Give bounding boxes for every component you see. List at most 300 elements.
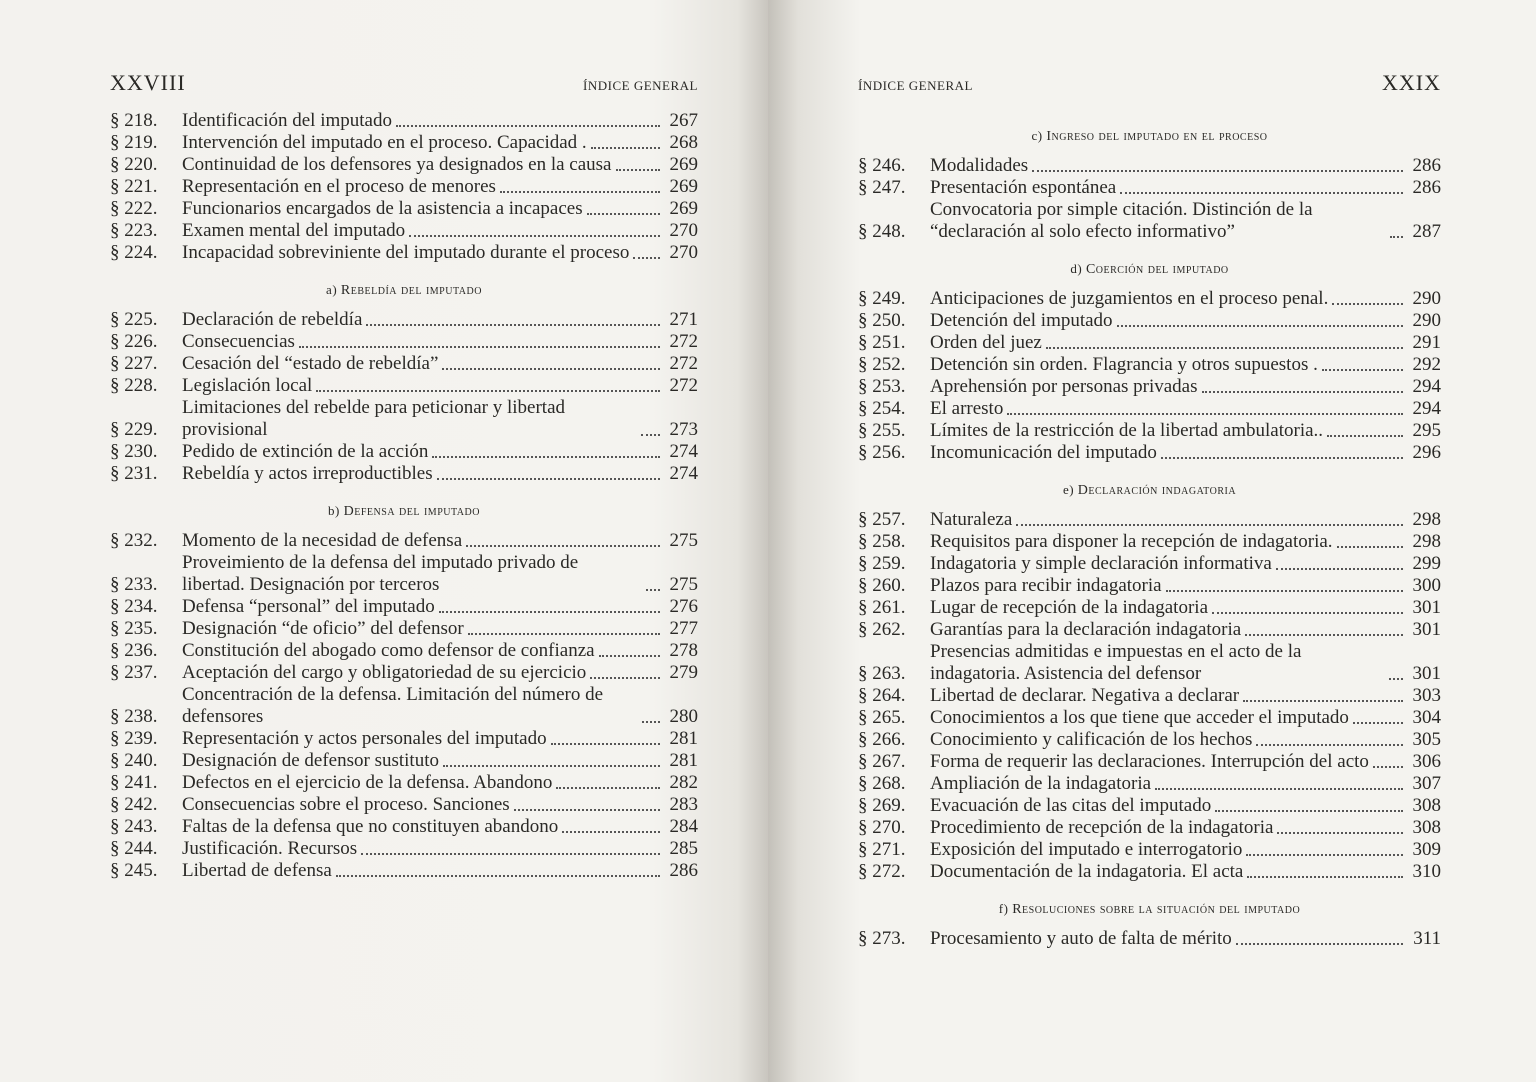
- section-title: Resoluciones sobre la situación del imputado: [1012, 902, 1301, 917]
- entry-number: § 233.: [110, 574, 158, 595]
- section-title: Declaración indagatoria: [1077, 483, 1237, 498]
- entry-page: 286: [1412, 177, 1441, 198]
- dot-leader: [336, 875, 660, 877]
- entry-number: § 229.: [110, 419, 158, 440]
- entry-number: § 220.: [110, 154, 158, 175]
- entry-title: Consecuencias: [182, 331, 295, 352]
- entry-page: 294: [1412, 376, 1441, 397]
- entry-title: Requisitos para disponer la recepción de indagatoria.: [930, 531, 1333, 552]
- right-page: [768, 0, 1536, 1082]
- toc-entry: [110, 375, 698, 397]
- section-heading: [110, 503, 698, 520]
- entry-number: § 237.: [110, 662, 158, 683]
- toc-entry: [110, 552, 698, 596]
- entry-title: Aceptación del cargo y obligatoriedad de su ejercicio: [182, 662, 587, 683]
- entry-number: § 219.: [110, 132, 158, 153]
- entry-number: § 272.: [858, 861, 906, 882]
- dot-leader: [466, 545, 660, 547]
- toc-entry: [858, 420, 1441, 442]
- entry-page: 267: [669, 110, 698, 131]
- toc-entry: [110, 198, 698, 220]
- dot-leader: [1236, 943, 1403, 945]
- entry-page: 301: [1412, 619, 1441, 640]
- section-heading: [858, 128, 1441, 145]
- section-label: b): [328, 503, 340, 518]
- dot-leader: [590, 677, 660, 679]
- dot-leader: [1202, 391, 1403, 393]
- entry-page: 281: [669, 750, 698, 771]
- section-heading: [858, 261, 1441, 278]
- entry-number: § 228.: [110, 375, 158, 396]
- toc-entry: [858, 553, 1441, 575]
- entry-page: 273: [669, 419, 698, 440]
- toc-entry: [110, 132, 698, 154]
- entry-number: § 248.: [858, 221, 906, 242]
- entry-page: 286: [669, 860, 698, 881]
- dot-leader: [1215, 810, 1403, 812]
- toc-entry: [110, 309, 698, 331]
- entry-title: Plazos para recibir indagatoria: [930, 575, 1162, 596]
- toc-entry: [110, 530, 698, 552]
- entry-page: 286: [1412, 155, 1441, 176]
- entry-page: 285: [669, 838, 698, 859]
- entry-number: § 261.: [858, 597, 906, 618]
- dot-leader: [299, 346, 660, 348]
- entry-number: § 232.: [110, 530, 158, 551]
- toc-entry: [110, 441, 698, 463]
- entry-page: 296: [1412, 442, 1441, 463]
- toc-entry: [858, 619, 1441, 641]
- entry-page: 281: [669, 728, 698, 749]
- page-folio: XXIX: [1382, 70, 1441, 95]
- section-label: c): [1031, 128, 1043, 143]
- entry-number: § 218.: [110, 110, 158, 131]
- entry-title: Anticipaciones de juzgamientos en el proceso penal.: [930, 288, 1329, 309]
- entry-page: 295: [1412, 420, 1441, 441]
- entry-title: Momento de la necesidad de defensa: [182, 530, 463, 551]
- toc-entry: [858, 376, 1441, 398]
- entry-title: Ampliación de la indagatoria: [930, 773, 1152, 794]
- toc-entry: [858, 928, 1441, 950]
- dot-leader: [1353, 722, 1403, 724]
- entry-title: Convocatoria por simple citación. Distinción de la “declaración al solo efecto informativo”: [930, 199, 1313, 242]
- entry-page: 271: [669, 309, 698, 330]
- entry-title: Defensa “personal” del imputado: [182, 596, 435, 617]
- entry-title: Incomunicación del imputado: [930, 442, 1157, 463]
- entry-page: 290: [1412, 288, 1441, 309]
- dot-leader: [646, 589, 660, 591]
- entry-page: 291: [1412, 332, 1441, 353]
- dot-leader: [500, 191, 660, 193]
- entry-title: Rebeldía y actos irreproductibles: [182, 463, 433, 484]
- toc-entry: [110, 772, 698, 794]
- entry-page: 306: [1412, 751, 1441, 772]
- entry-number: § 253.: [858, 376, 906, 397]
- dot-leader: [1166, 590, 1403, 592]
- toc-entry: [858, 310, 1441, 332]
- entry-page: 303: [1412, 685, 1441, 706]
- dot-leader: [1276, 568, 1403, 570]
- entry-title: Conocimientos a los que tiene que acceder el imputado: [930, 707, 1349, 728]
- section-label: a): [326, 282, 338, 297]
- entry-title: Detención sin orden. Flagrancia y otros supuestos .: [930, 354, 1318, 375]
- entry-title: Procedimiento de recepción de la indagatoria: [930, 817, 1274, 838]
- toc-entry: [858, 509, 1441, 531]
- toc-entry: [858, 398, 1441, 420]
- entry-title: Modalidades: [930, 155, 1029, 176]
- entry-title: Presencias admitidas e impuestas en el acto de la indagatoria. Asistencia del defensor: [930, 641, 1302, 684]
- dot-leader: [443, 765, 660, 767]
- entry-title: Orden del juez: [930, 332, 1042, 353]
- dot-leader: [551, 743, 660, 745]
- entry-number: § 257.: [858, 509, 906, 530]
- entry-page: 311: [1413, 928, 1441, 949]
- entry-title: Intervención del imputado en el proceso. Capacidad .: [182, 132, 587, 153]
- dot-leader: [1247, 876, 1403, 878]
- dot-leader: [1155, 788, 1403, 790]
- entry-title: Identificación del imputado: [182, 110, 392, 131]
- entry-number: § 254.: [858, 398, 906, 419]
- toc-entry: [858, 442, 1441, 464]
- entry-number: § 244.: [110, 838, 158, 859]
- entry-number: § 247.: [858, 177, 906, 198]
- toc-entry: [110, 794, 698, 816]
- toc-entry: [858, 332, 1441, 354]
- dot-leader: [1389, 678, 1403, 680]
- toc-entry: [110, 728, 698, 750]
- entry-page: 301: [1412, 597, 1441, 618]
- toc-entry: [858, 773, 1441, 795]
- dot-leader: [1046, 347, 1403, 349]
- entry-number: § 271.: [858, 839, 906, 860]
- toc-entry: [110, 397, 698, 441]
- entry-title: Continuidad de los defensores ya designados en la causa: [182, 154, 612, 175]
- section-title: Rebeldía del imputado: [340, 283, 482, 298]
- entry-title: Conocimiento y calificación de los hechos: [930, 729, 1253, 750]
- entry-title: Designación “de oficio” del defensor: [182, 618, 464, 639]
- toc-entry: [858, 575, 1441, 597]
- dot-leader: [361, 853, 660, 855]
- entry-number: § 245.: [110, 860, 158, 881]
- entry-number: § 263.: [858, 663, 906, 684]
- dot-leader: [432, 456, 660, 458]
- toc-entry: [110, 618, 698, 640]
- entry-number: § 239.: [110, 728, 158, 749]
- entry-title: Libertad de defensa: [182, 860, 332, 881]
- entry-page: 283: [669, 794, 698, 815]
- entry-page: 300: [1412, 575, 1441, 596]
- entry-title: Garantías para la declaración indagatoria: [930, 619, 1242, 640]
- dot-leader: [562, 831, 660, 833]
- dot-leader: [514, 809, 660, 811]
- entry-page: 269: [669, 198, 698, 219]
- toc-entry: [110, 596, 698, 618]
- entry-number: § 234.: [110, 596, 158, 617]
- toc-entry: [858, 839, 1441, 861]
- entry-number: § 258.: [858, 531, 906, 552]
- toc-entry: [858, 199, 1441, 243]
- dot-leader: [1212, 612, 1403, 614]
- entry-title: Legislación local: [182, 375, 313, 396]
- dot-leader: [1117, 325, 1403, 327]
- entry-title: Declaración de rebeldía: [182, 309, 363, 330]
- dot-leader: [1032, 170, 1403, 172]
- entry-title: Consecuencias sobre el proceso. Sanciones: [182, 794, 510, 815]
- toc-entry: [858, 685, 1441, 707]
- dot-leader: [642, 721, 660, 723]
- entry-number: § 270.: [858, 817, 906, 838]
- entry-number: § 230.: [110, 441, 158, 462]
- toc-entry: [858, 861, 1441, 883]
- entry-page: 305: [1412, 729, 1441, 750]
- entry-title: Evacuación de las citas del imputado: [930, 795, 1212, 816]
- page-folio: XXVIII: [110, 70, 186, 95]
- dot-leader: [437, 478, 660, 480]
- dot-leader: [641, 434, 660, 436]
- entry-page: 299: [1412, 553, 1441, 574]
- dot-leader: [1007, 413, 1403, 415]
- entry-number: § 255.: [858, 420, 906, 441]
- entry-title: Detención del imputado: [930, 310, 1113, 331]
- section-title: Coerción del imputado: [1085, 262, 1229, 277]
- entry-page: 301: [1412, 663, 1441, 684]
- toc-entry: [858, 288, 1441, 310]
- dot-leader: [556, 787, 660, 789]
- entry-page: 310: [1412, 861, 1441, 882]
- dot-leader: [616, 169, 661, 171]
- entry-title: Naturaleza: [930, 509, 1013, 530]
- entry-title: Libertad de declarar. Negativa a declarar: [930, 685, 1240, 706]
- entry-number: § 269.: [858, 795, 906, 816]
- entry-title: El arresto: [930, 398, 1004, 419]
- dot-leader: [1120, 192, 1403, 194]
- entry-page: 307: [1412, 773, 1441, 794]
- entry-page: 308: [1412, 817, 1441, 838]
- running-head: [110, 70, 698, 110]
- section-label: f): [998, 901, 1009, 916]
- entry-page: 308: [1412, 795, 1441, 816]
- entry-number: § 238.: [110, 706, 158, 727]
- entry-page: 284: [669, 816, 698, 837]
- toc-entry: [858, 707, 1441, 729]
- dot-leader: [1243, 700, 1403, 702]
- entry-page: 272: [669, 331, 698, 352]
- running-head: [858, 70, 1441, 110]
- entry-number: § 273.: [858, 928, 906, 949]
- dot-leader: [1337, 546, 1403, 548]
- entry-page: 279: [669, 662, 698, 683]
- dot-leader: [1373, 766, 1403, 768]
- entry-number: § 241.: [110, 772, 158, 793]
- toc-entry: [110, 816, 698, 838]
- entry-number: § 224.: [110, 242, 158, 263]
- entry-number: § 223.: [110, 220, 158, 241]
- toc-entry: [858, 751, 1441, 773]
- running-head-title: ÍNDICE GENERAL: [583, 78, 698, 93]
- entry-number: § 268.: [858, 773, 906, 794]
- entry-page: 272: [669, 375, 698, 396]
- entry-page: 269: [669, 176, 698, 197]
- toc-entry: [110, 750, 698, 772]
- section-label: d): [1070, 261, 1083, 276]
- entry-title: Limitaciones del rebelde para peticionar y libertad provisional: [182, 397, 565, 440]
- entry-number: § 249.: [858, 288, 906, 309]
- entry-number: § 250.: [858, 310, 906, 331]
- entry-title: Constitución del abogado como defensor de confianza: [182, 640, 595, 661]
- entry-title: Documentación de la indagatoria. El acta: [930, 861, 1244, 882]
- entry-page: 292: [1412, 354, 1441, 375]
- entry-number: § 251.: [858, 332, 906, 353]
- entry-title: Concentración de la defensa. Limitación del número de defensores: [182, 684, 604, 727]
- entry-page: 298: [1412, 509, 1441, 530]
- dot-leader: [591, 147, 660, 149]
- toc-entry: [858, 177, 1441, 199]
- toc-entry: [858, 155, 1441, 177]
- dot-leader: [1256, 744, 1403, 746]
- running-head-title: ÍNDICE GENERAL: [858, 78, 973, 93]
- entry-title: Representación y actos personales del imputado: [182, 728, 547, 749]
- dot-leader: [316, 390, 660, 392]
- entry-page: 309: [1412, 839, 1441, 860]
- section-label: e): [1062, 482, 1075, 497]
- entry-number: § 252.: [858, 354, 906, 375]
- entry-title: Representación en el proceso de menores: [182, 176, 496, 197]
- entry-title: Límites de la restricción de la libertad ambulatoria..: [930, 420, 1324, 441]
- entry-title: Pedido de extinción de la acción: [182, 441, 429, 462]
- dot-leader: [1390, 236, 1403, 238]
- entry-title: Indagatoria y simple declaración informativa: [930, 553, 1272, 574]
- toc-entry: [110, 463, 698, 485]
- entry-page: 294: [1412, 398, 1441, 419]
- toc-entry: [110, 353, 698, 375]
- entry-page: 272: [669, 353, 698, 374]
- entry-page: 269: [669, 154, 698, 175]
- toc-entry: [110, 662, 698, 684]
- entry-number: § 267.: [858, 751, 906, 772]
- entry-title: Examen mental del imputado: [182, 220, 406, 241]
- toc-entry: [858, 729, 1441, 751]
- toc-entry: [858, 597, 1441, 619]
- entry-title: Proveimiento de la defensa del imputado privado de libertad. Designación por terceros: [182, 552, 579, 595]
- section-heading: [110, 282, 698, 299]
- dot-leader: [1322, 369, 1403, 371]
- dot-leader: [1327, 435, 1403, 437]
- toc-entry: [110, 220, 698, 242]
- toc-entry: [858, 641, 1441, 685]
- entry-title: Incapacidad sobreviniente del imputado durante el proceso: [182, 242, 630, 263]
- entry-title: Lugar de recepción de la indagatoria: [930, 597, 1208, 618]
- dot-leader: [442, 368, 660, 370]
- entry-page: 287: [1412, 221, 1441, 242]
- dot-leader: [468, 633, 660, 635]
- section-title: Ingreso del imputado en el proceso: [1046, 129, 1268, 144]
- toc-list: [858, 128, 1441, 950]
- entry-number: § 266.: [858, 729, 906, 750]
- dot-leader: [1332, 303, 1403, 305]
- entry-page: 278: [669, 640, 698, 661]
- entry-page: 290: [1412, 310, 1441, 331]
- entry-page: 280: [669, 706, 698, 727]
- entry-number: § 260.: [858, 575, 906, 596]
- entry-page: 275: [669, 530, 698, 551]
- entry-page: 268: [669, 132, 698, 153]
- entry-number: § 265.: [858, 707, 906, 728]
- dot-leader: [1016, 524, 1403, 526]
- toc-entry: [110, 838, 698, 860]
- dot-leader: [599, 655, 660, 657]
- section-heading: [858, 482, 1441, 499]
- toc-list: [110, 110, 698, 882]
- dot-leader: [396, 125, 660, 127]
- toc-entry: [110, 110, 698, 132]
- dot-leader: [587, 213, 660, 215]
- entry-number: § 226.: [110, 331, 158, 352]
- entry-title: Aprehensión por personas privadas: [930, 376, 1198, 397]
- entry-number: § 246.: [858, 155, 906, 176]
- toc-entry: [110, 242, 698, 264]
- entry-title: Presentación espontánea: [930, 177, 1117, 198]
- entry-number: § 227.: [110, 353, 158, 374]
- entry-page: 270: [669, 242, 698, 263]
- entry-page: 270: [669, 220, 698, 241]
- entry-page: 282: [669, 772, 698, 793]
- entry-title: Designación de defensor sustituto: [182, 750, 439, 771]
- toc-entry: [110, 640, 698, 662]
- toc-entry: [110, 860, 698, 882]
- entry-page: 276: [669, 596, 698, 617]
- entry-title: Faltas de la defensa que no constituyen abandono: [182, 816, 559, 837]
- dot-leader: [1161, 457, 1403, 459]
- dot-leader: [1246, 854, 1403, 856]
- entry-number: § 222.: [110, 198, 158, 219]
- entry-number: § 236.: [110, 640, 158, 661]
- entry-page: 277: [669, 618, 698, 639]
- dot-leader: [366, 324, 660, 326]
- toc-entry: [858, 354, 1441, 376]
- entry-number: § 256.: [858, 442, 906, 463]
- entry-page: 304: [1412, 707, 1441, 728]
- dot-leader: [633, 257, 660, 259]
- entry-title: Justificación. Recursos: [182, 838, 358, 859]
- dot-leader: [409, 235, 660, 237]
- entry-number: § 243.: [110, 816, 158, 837]
- entry-page: 274: [669, 463, 698, 484]
- toc-entry: [110, 176, 698, 198]
- entry-title: Procesamiento y auto de falta de mérito: [930, 928, 1232, 949]
- entry-number: § 221.: [110, 176, 158, 197]
- toc-entry: [858, 531, 1441, 553]
- entry-page: 274: [669, 441, 698, 462]
- entry-number: § 235.: [110, 618, 158, 639]
- entry-number: § 231.: [110, 463, 158, 484]
- entry-number: § 262.: [858, 619, 906, 640]
- entry-title: Funcionarios encargados de la asistencia a incapaces: [182, 198, 583, 219]
- entry-number: § 264.: [858, 685, 906, 706]
- section-title: Defensa del imputado: [343, 504, 480, 519]
- entry-title: Cesación del “estado de rebeldía”: [182, 353, 439, 374]
- entry-title: Forma de requerir las declaraciones. Interrupción del acto: [930, 751, 1369, 772]
- dot-leader: [439, 611, 660, 613]
- section-heading: [858, 901, 1441, 918]
- dot-leader: [1245, 634, 1403, 636]
- toc-entry: [858, 817, 1441, 839]
- entry-page: 275: [669, 574, 698, 595]
- toc-entry: [110, 154, 698, 176]
- entry-number: § 225.: [110, 309, 158, 330]
- dot-leader: [1277, 832, 1403, 834]
- toc-entry: [110, 331, 698, 353]
- toc-entry: [110, 684, 698, 728]
